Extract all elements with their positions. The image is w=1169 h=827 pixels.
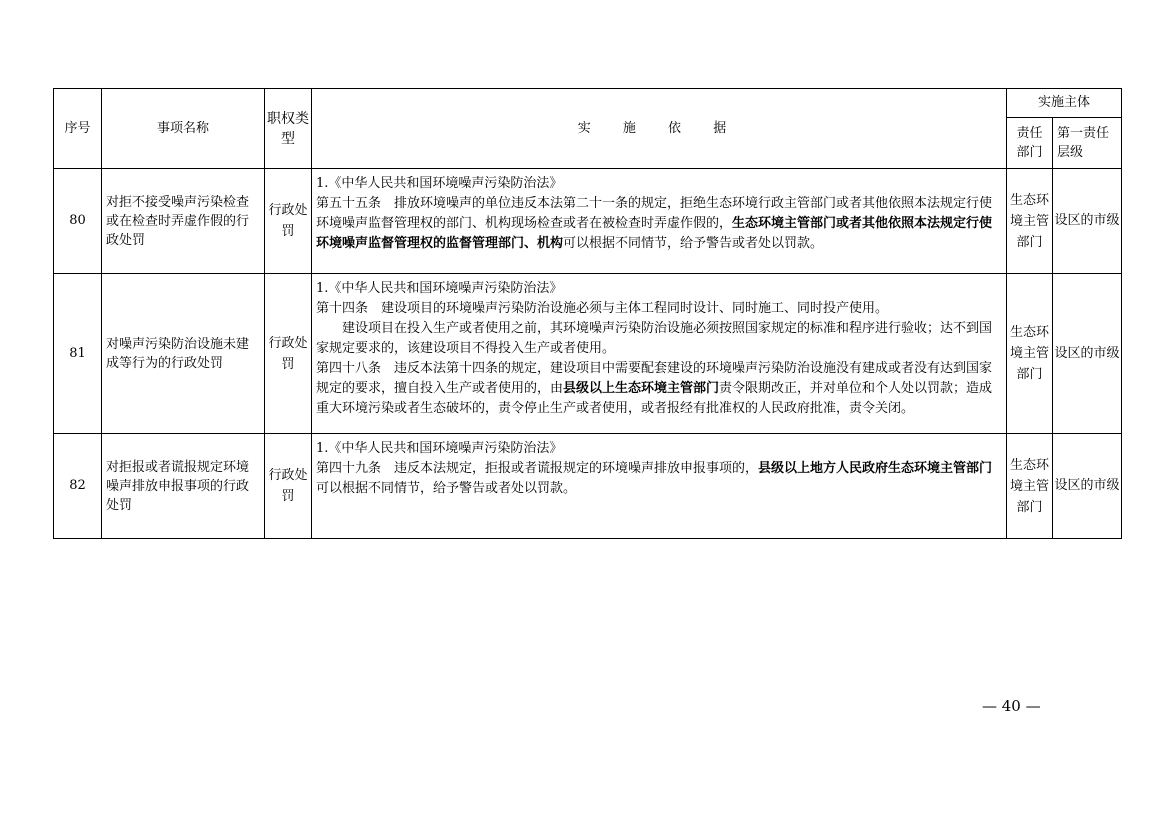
row-no: 80 xyxy=(54,169,102,274)
header-dept: 责任部门 xyxy=(1007,118,1053,169)
row-no: 81 xyxy=(54,274,102,434)
row-type: 行政处罚 xyxy=(265,434,312,539)
row-no: 82 xyxy=(54,434,102,539)
basis-bold-text: 生态环境主管部门或者其他依照本法规定行使环境噪声监督管理权的监督管理部门、机构 xyxy=(316,216,993,251)
header-no: 序号 xyxy=(54,89,102,169)
page-number: — 40 — xyxy=(982,697,1041,715)
row-basis xyxy=(312,274,1007,434)
basis-text: 第四十九条 违反本法规定，拒报或者谎报规定的环境噪声排放申报事项的， xyxy=(316,461,759,476)
row-type: 行政处罚 xyxy=(265,274,312,434)
table-row xyxy=(54,434,1122,539)
row-name: 对噪声污染防治设施未建成等行为的行政处罚 xyxy=(102,274,265,434)
row-level: 设区的市级 xyxy=(1053,169,1122,274)
row-type: 行政处罚 xyxy=(265,169,312,274)
basis-text: 可以根据不同情节，给予警告或者处以罚款。 xyxy=(563,236,824,251)
row-level: 设区的市级 xyxy=(1053,274,1122,434)
header-type: 职权类型 xyxy=(265,89,312,169)
basis-text: 可以根据不同情节，给予警告或者处以罚款。 xyxy=(316,481,577,496)
basis-law: 1.《中华人民共和国环境噪声污染防治法》 xyxy=(316,281,563,296)
header-level: 第一责任层级 xyxy=(1053,118,1122,169)
basis-text: 第五十五条 排放环境噪声的单位违反本法第二十一条的规定，拒绝生态环境行政主管部门或者其他依照本法规定行使环境噪声监督管理权的部门、机构现场检查或者在被检查时弄虚作假的， xyxy=(316,196,993,231)
basis-bold-text: 县级以上生态环境主管部门 xyxy=(563,381,720,396)
basis-text: 第四十八条 违反本法第十四条的规定，建设项目中需要配套建设的环境噪声污染防治设施没有建成或者没有达到国家规定的要求，擅自投入生产或者使用的，由 xyxy=(316,361,993,396)
row-basis xyxy=(312,434,1007,539)
header-basis: 实 施 依 据 xyxy=(312,89,1007,169)
enforcement-table xyxy=(53,88,1122,539)
table-row xyxy=(54,274,1122,434)
basis-paragraph xyxy=(316,459,1002,499)
row-name: 对拒报或者谎报规定环境噪声排放申报事项的行政处罚 xyxy=(102,434,265,539)
header-row-1 xyxy=(54,89,1122,118)
header-name: 事项名称 xyxy=(102,89,265,169)
basis-paragraph xyxy=(316,194,1002,254)
row-name: 对拒不接受噪声污染检查或在检查时弄虚作假的行政处罚 xyxy=(102,169,265,274)
basis-bold-text: 县级以上地方人民政府生态环境主管部门 xyxy=(758,461,993,476)
basis-paragraph: 建设项目在投入生产或者使用之前，其环境噪声污染防治设施必须按照国家规定的标准和程序进行验收；达不到国家规定要求的，该建设项目不得投入生产或者使用。 xyxy=(316,321,993,356)
row-dept: 生态环境主管部门 xyxy=(1007,434,1053,539)
row-basis xyxy=(312,169,1007,274)
basis-text: 责令限期改正，并对单位和个人处以罚款；造成重大环境污染或者生态破坏的，责令停止生产或者使用，或者报经有批准权的人民政府批准，责令关闭。 xyxy=(316,381,993,416)
basis-law: 1.《中华人民共和国环境噪声污染防治法》 xyxy=(316,176,563,191)
row-dept: 生态环境主管部门 xyxy=(1007,169,1053,274)
table-row xyxy=(54,169,1122,274)
basis-paragraph xyxy=(316,359,1002,419)
basis-paragraph: 第十四条 建设项目的环境噪声污染防治设施必须与主体工程同时设计、同时施工、同时投产使用。 xyxy=(316,301,889,316)
header-subject: 实施主体 xyxy=(1007,89,1122,118)
basis-law: 1.《中华人民共和国环境噪声污染防治法》 xyxy=(316,441,563,456)
row-dept: 生态环境主管部门 xyxy=(1007,274,1053,434)
row-level: 设区的市级 xyxy=(1053,434,1122,539)
